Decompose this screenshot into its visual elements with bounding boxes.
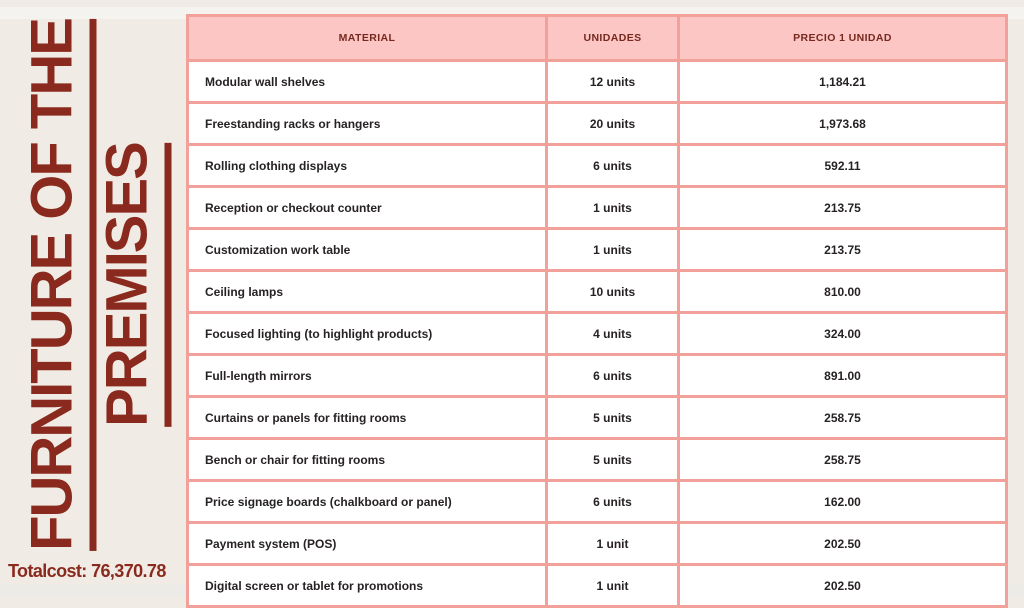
material-cell: Freestanding racks or hangers xyxy=(188,103,547,145)
table-row xyxy=(188,187,1007,229)
table-row xyxy=(188,313,1007,355)
price-cell: 213.75 xyxy=(679,187,1007,229)
table-row xyxy=(188,565,1007,607)
material-cell: Focused lighting (to highlight products) xyxy=(188,313,547,355)
price-cell: 891.00 xyxy=(679,355,1007,397)
table-row xyxy=(188,397,1007,439)
material-cell: Bench or chair for fitting rooms xyxy=(188,439,547,481)
table-row xyxy=(188,271,1007,313)
material-cell: Ceiling lamps xyxy=(188,271,547,313)
page-title-line1-text: FURNITURE OF THE xyxy=(19,19,85,551)
units-cell: 1 unit xyxy=(547,523,679,565)
table-header-row xyxy=(188,16,1007,61)
price-cell: 202.50 xyxy=(679,565,1007,607)
material-cell: Modular wall shelves xyxy=(188,61,547,103)
table-row xyxy=(188,439,1007,481)
material-cell: Curtains or panels for fitting rooms xyxy=(188,397,547,439)
units-cell: 6 units xyxy=(547,481,679,523)
price-cell: 202.50 xyxy=(679,523,1007,565)
material-cell: Digital screen or tablet for promotions xyxy=(188,565,547,607)
units-cell: 1 units xyxy=(547,187,679,229)
price-cell: 258.75 xyxy=(679,397,1007,439)
materials-table xyxy=(186,14,1008,608)
units-cell: 6 units xyxy=(547,145,679,187)
column-header: MATERIAL xyxy=(188,16,547,61)
material-cell: Customization work table xyxy=(188,229,547,271)
price-cell: 1,973.68 xyxy=(679,103,1007,145)
price-cell: 213.75 xyxy=(679,229,1007,271)
price-cell: 1,184.21 xyxy=(679,61,1007,103)
price-cell: 324.00 xyxy=(679,313,1007,355)
units-cell: 1 units xyxy=(547,229,679,271)
page-title-line1 xyxy=(19,19,97,551)
table-row xyxy=(188,61,1007,103)
page-title-line2 xyxy=(94,143,172,427)
total-cost-label: Totalcost: 76,370.78 xyxy=(8,561,166,581)
units-cell: 4 units xyxy=(547,313,679,355)
column-header: PRECIO 1 UNIDAD xyxy=(679,16,1007,61)
page-title-line2-text: PREMISES xyxy=(94,143,160,427)
units-cell: 6 units xyxy=(547,355,679,397)
units-cell: 5 units xyxy=(547,397,679,439)
material-cell: Price signage boards (chalkboard or panel) xyxy=(188,481,547,523)
units-cell: 1 unit xyxy=(547,565,679,607)
price-cell: 810.00 xyxy=(679,271,1007,313)
material-cell: Reception or checkout counter xyxy=(188,187,547,229)
units-cell: 12 units xyxy=(547,61,679,103)
units-cell: 20 units xyxy=(547,103,679,145)
material-cell: Rolling clothing displays xyxy=(188,145,547,187)
table-body xyxy=(188,61,1007,607)
table-row xyxy=(188,523,1007,565)
material-cell: Full-length mirrors xyxy=(188,355,547,397)
price-cell: 592.11 xyxy=(679,145,1007,187)
units-cell: 10 units xyxy=(547,271,679,313)
price-cell: 258.75 xyxy=(679,439,1007,481)
table-row xyxy=(188,145,1007,187)
table-row xyxy=(188,481,1007,523)
price-cell: 162.00 xyxy=(679,481,1007,523)
column-header: UNIDADES xyxy=(547,16,679,61)
units-cell: 5 units xyxy=(547,439,679,481)
table-row xyxy=(188,103,1007,145)
table-row xyxy=(188,355,1007,397)
material-cell: Payment system (POS) xyxy=(188,523,547,565)
table-row xyxy=(188,229,1007,271)
